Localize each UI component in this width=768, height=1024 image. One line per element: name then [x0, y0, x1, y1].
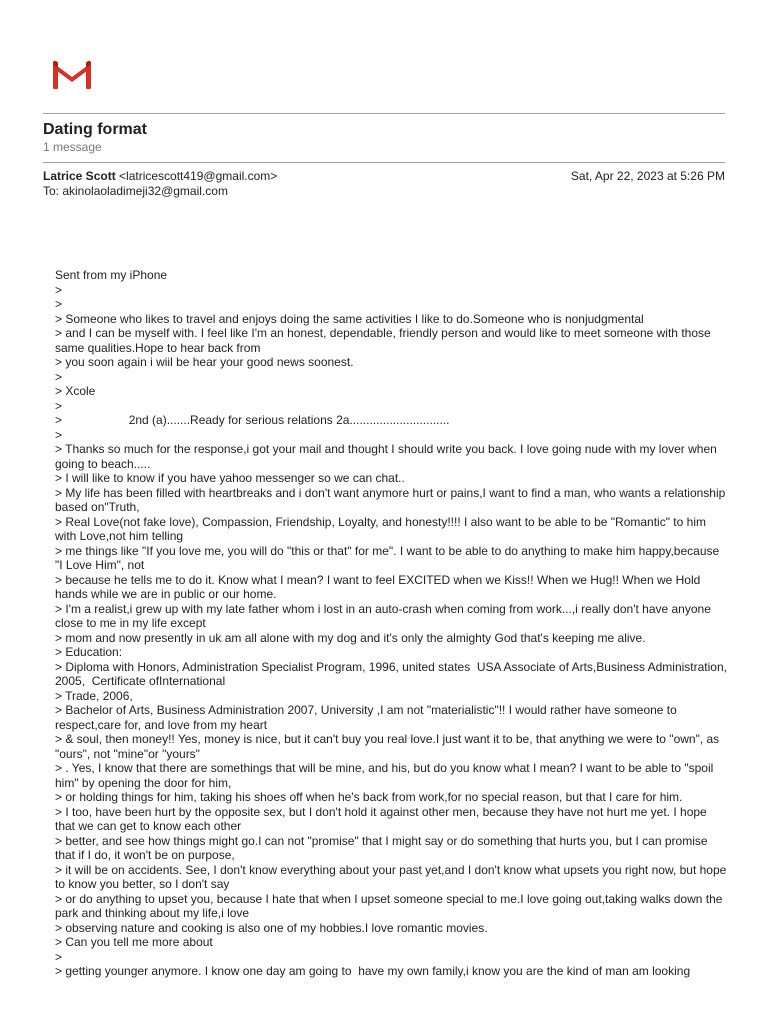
body-line: > mom and now presently in uk am all alone with my dog and it's only the almighty God that's keeping me alive.	[55, 630, 646, 645]
body-line: > it will be on accidents. See, I don't know everything about your past yet,and I don't know what upsets you right now, but hope to know you better, so I don't say	[55, 862, 730, 891]
header-divider	[43, 113, 725, 114]
body-line: > observing nature and cooking is also one of my hobbies.I love romantic movies.	[55, 920, 488, 935]
sender	[43, 169, 277, 183]
body-line: > My life has been filled with heartbreaks and i don't want anymore hurt or pains,I want to find a man, who wants a relationship based on"Truth,	[55, 485, 729, 514]
message-date: Sat, Apr 22, 2023 at 5:26 PM	[570, 169, 725, 183]
message-count: 1 message	[43, 140, 102, 154]
body-line: >	[55, 398, 63, 413]
body-line: > & soul, then money!! Yes, money is nice, but it can't buy you real love.I just want it to be, that anything we were to "own", as "ours", not "mine"or "yours"	[55, 732, 723, 761]
body-line: > Diploma with Honors, Administration Specialist Program, 1996, united states USA Associate of Arts,Business Administration, 2005, Certificate ofInternational	[55, 659, 731, 688]
body-line: Sent from my iPhone	[55, 268, 168, 282]
body-line: > I will like to know if you have yahoo messenger so we can chat..	[55, 471, 405, 485]
body-line: >	[55, 297, 63, 311]
body-line: > or holding things for him, taking his shoes off when he's back from work,for no special reason, but that I care for him.	[55, 790, 683, 804]
body-line: > Can you tell me more about	[55, 935, 213, 949]
body-line: > I'm a realist,i grew up with my late father whom i lost in an auto-crash when coming from work...,i really don't have anyone close to me in my life except	[55, 601, 715, 630]
body-line: > because he tells me to do it. Know what I mean? I want to feel EXCITED when we Kiss!! When we Hug!! When we Hold hands while we are in public or our home.	[55, 572, 704, 601]
body-line: > I too, have been hurt by the opposite sex, but I don't hold it against other men, because they have not hurt me yet. I hope that we can get to know each other	[55, 804, 711, 833]
body-line: > Thanks so much for the response,i got your mail and thought I should write you back. I love going nude with my lover when going to beach.....	[55, 442, 721, 471]
body-line: >	[55, 282, 63, 297]
body-line: > Real Love(not fake love), Compassion, Friendship, Loyalty, and honesty!!!! I also want to be able to be "Romantic" to him with Love,not him telling	[55, 514, 710, 543]
body-line: > and I can be myself with. I feel like I'm an honest, dependable, friendly person and would like to meet someone with those same qualities.Hope to hear back from	[55, 326, 715, 355]
body-line: > . Yes, I know that there are somethings that will be mine, and his, but do you know what I mean? I want to be able to "spoil him" by opening the door for him,	[55, 761, 717, 790]
body-line: > Xcole	[55, 384, 96, 398]
body-line: > Bachelor of Arts, Business Administration 2007, University ,I am not "materialistic"!! I would rather have someone to respect,care for, and love from my heart	[55, 703, 681, 732]
gmail-logo-icon	[51, 59, 93, 90]
sender-email[interactable]: <latricescott419@gmail.com>	[119, 169, 278, 183]
sender-name: Latrice Scott	[43, 169, 116, 183]
message-divider	[43, 162, 725, 163]
body-line: >	[55, 949, 63, 964]
recipient: To: akinolaoladimeji32@gmail.com	[43, 184, 228, 198]
body-line: > 2nd (a).......Ready for serious relations 2a..............................	[55, 413, 450, 427]
body-line: > Trade, 2006,	[55, 688, 133, 703]
body-line: > Someone who likes to travel and enjoys doing the same activities I like to do.Someone who is nonjudgmental	[55, 311, 644, 326]
body-line: > getting younger anymore. I know one day am going to have my own family,i know you are the kind of man am looking	[55, 964, 691, 978]
body-line: > better, and see how things might go.I can not "promise" that I might say or do something that hurts you, but I can promise that if I do, it won't be on purpose,	[55, 833, 711, 862]
body-line: > me things like "If you love me, you will do "this or that" for me". I want to be able to do anything to make him happy,because "I Love Him", not	[55, 543, 723, 572]
body-line: > you soon again i wiil be hear your good news soonest.	[55, 355, 354, 369]
body-line: >	[55, 369, 63, 384]
body-line: >	[55, 427, 63, 442]
body-line: > or do anything to upset you, because I hate that when I upset someone special to me.I love going out,taking walks down the park and thinking about my life,i love	[55, 891, 726, 920]
email-subject: Dating format	[43, 121, 147, 138]
message-body	[55, 268, 731, 979]
body-line: > Education:	[55, 645, 123, 659]
